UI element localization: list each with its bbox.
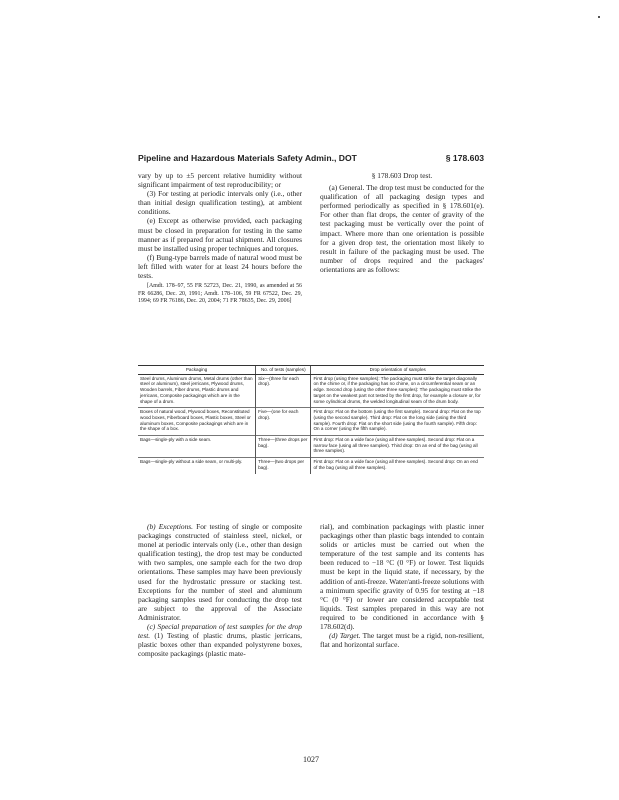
paragraph: rial), and combination packagings with plastic inner packagings other than plastic bags intended to contain solids or articles must be carried out when the temperature of the test sample and its contents has been reduced to −18 °C (0 °F) or lower. Test liquids must be kept in the liquid state, if necessary, by the addition of anti-freeze. Water/anti-freeze solutions with a minimum specific gravity of 0.95 for testing at −18 °C (0 °F) or lower are considered acceptable test liquids. Test samples prepared in this way are not required to be conditioned in accordance with § 178.602(d).: [320, 522, 484, 632]
paragraph: (e) Except as otherwise provided, each packaging must be closed in preparation for testing in the same manner as if prepared for actual shipment. All closures must be installed using proper techniques and torques.: [138, 216, 302, 253]
header-title: Pipeline and Hazardous Materials Safety Admin., DOT: [138, 153, 357, 163]
table-row: [138, 408, 484, 436]
paragraph: (3) For testing at periodic intervals only (i.e., other than initial design qualification testing), at ambient conditions.: [138, 189, 302, 217]
scan-speck: [598, 16, 600, 18]
right-column-top: [320, 171, 484, 274]
tests-cell: Three—(two drops per bag).: [256, 458, 311, 474]
header-section: § 178.603: [445, 153, 484, 163]
paragraph-heading: (c) Special preparation of test samples for the drop test.: [138, 622, 302, 641]
paragraph-heading: (d) Target.: [329, 631, 361, 641]
paragraph: [138, 622, 302, 658]
left-column-bottom: [138, 522, 302, 658]
orientation-cell: First drop (using three samples): The packaging must strike the target diagonally on the chime or, if the packaging has no chime, on a circumferential seam or an edge. Second drop (using the other three samples): The packaging must strike the target on the weakest part not tested by the first drop, for example a closure or, for some cylindrical drums, the welded longitudinal seam of the drum body.: [311, 374, 484, 408]
paragraph-heading: (b) Exceptions.: [147, 522, 193, 531]
column-header: Packaging: [138, 366, 256, 375]
page-number: 1027: [303, 755, 319, 764]
paragraph-text: The target must be a rigid, non-resilient, flat and horizontal surface.: [320, 631, 485, 650]
tests-cell: Three—(three drops per bag).: [256, 436, 311, 458]
column-header: Drop orientation of samples: [311, 366, 484, 375]
paragraph-text: (1) Testing of plastic drums, plastic jerricans, plastic boxes other than expanded polystyrene boxes, composite packagings (plastic mate-: [138, 631, 302, 659]
tests-cell: Five—(one for each drop).: [256, 408, 311, 436]
table-row: [138, 436, 484, 458]
paragraph: (f) Bung-type barrels made of natural wood must be left filled with water for at least 24 hours before the tests.: [138, 252, 302, 281]
paragraph: [138, 522, 302, 622]
tests-cell: Six—(three for each drop).: [256, 374, 311, 408]
packaging-cell: Boxes of natural wood, Plywood boxes, Reconstituted wood boxes, Fiberboard boxes, Plastic boxes, Steel or aluminum boxes, Composite packagings which are in the shape of a box.: [138, 408, 256, 436]
packaging-cell: Bags—single-ply with a side seam.: [138, 436, 256, 458]
drop-test-table: [138, 365, 484, 474]
right-column-bottom: [320, 522, 484, 649]
table-row: [138, 374, 484, 408]
amendment-citation: [Amdt. 178–97, 55 FR 52723, Dec. 21, 1990, as amended at 56 FR 66286, Dec. 20, 1991; Amdt. 178–106, 59 FR 67522, Dec. 29, 1994; 69 FR 76186, Dec. 20, 2004; 71 FR 78635, Dec. 29, 2006]: [138, 283, 302, 304]
left-column-top: [138, 171, 302, 305]
orientation-cell: First drop: Flat on a wide face (using all three samples). Second drop: Flat on a narrow face (using all three samples). Third drop: On an end of the bag (using all three samples).: [311, 436, 484, 458]
table-header-row: [138, 366, 484, 375]
orientation-cell: First drop: Flat on the bottom (using the first sample). Second drop: Flat on the top (using the second sample). Third drop: Flat on the long side (using the third sample). Fourth drop: Flat on the short side (using the fourth sample). Fifth drop: On a corner (using the fifth sample).: [311, 408, 484, 436]
packaging-cell: Steel drums, Aluminum drums, Metal drums (other than steel or aluminum), steel jerricans, Plywood drums, Wooden barrels, Fiber drums, Plastic drums and jerricans, Composite packagings which are in the shape of a drum.: [140, 375, 253, 404]
paragraph: vary by up to ±5 percent relative humidity without significant impairment of test reproducibility; or: [138, 171, 302, 190]
column-header: No. of tests (samples): [256, 366, 311, 375]
table-row: [138, 458, 484, 474]
orientation-cell: First drop: Flat on a wide face (using all three samples). Second drop: On an end of the bag (using all three samples).: [311, 458, 484, 474]
paragraph-text: For testing of single or composite packagings constructed of stainless steel, nickel, or monel at periodic intervals only (i.e., other than design qualification testing), the drop test may be conducted with two samples, one sample each for the two drop orientations. These samples may have been previously used for the hydrostatic pressure or stacking test. Exceptions for the number of steel and aluminum packaging samples used for conducting the drop test are subject to the approval of the Associate Administrator.: [138, 522, 302, 622]
section-title: § 178.603 Drop test.: [371, 171, 433, 180]
paragraph: (a) General. The drop test must be conducted for the qualification of all packaging design types and performed periodically as specified in § 178.601(e). For other than flat drops, the center of gravity of the test packaging must be vertically over the point of impact. Where more than one orientation is possible for a given drop test, the orientation most likely to result in failure of the packaging must be used. The number of drops required and the packages' orientations are as follows:: [320, 183, 484, 274]
paragraph: [320, 631, 484, 649]
packaging-cell: Bags—single-ply without a side seam, or multi-ply.: [138, 458, 256, 474]
